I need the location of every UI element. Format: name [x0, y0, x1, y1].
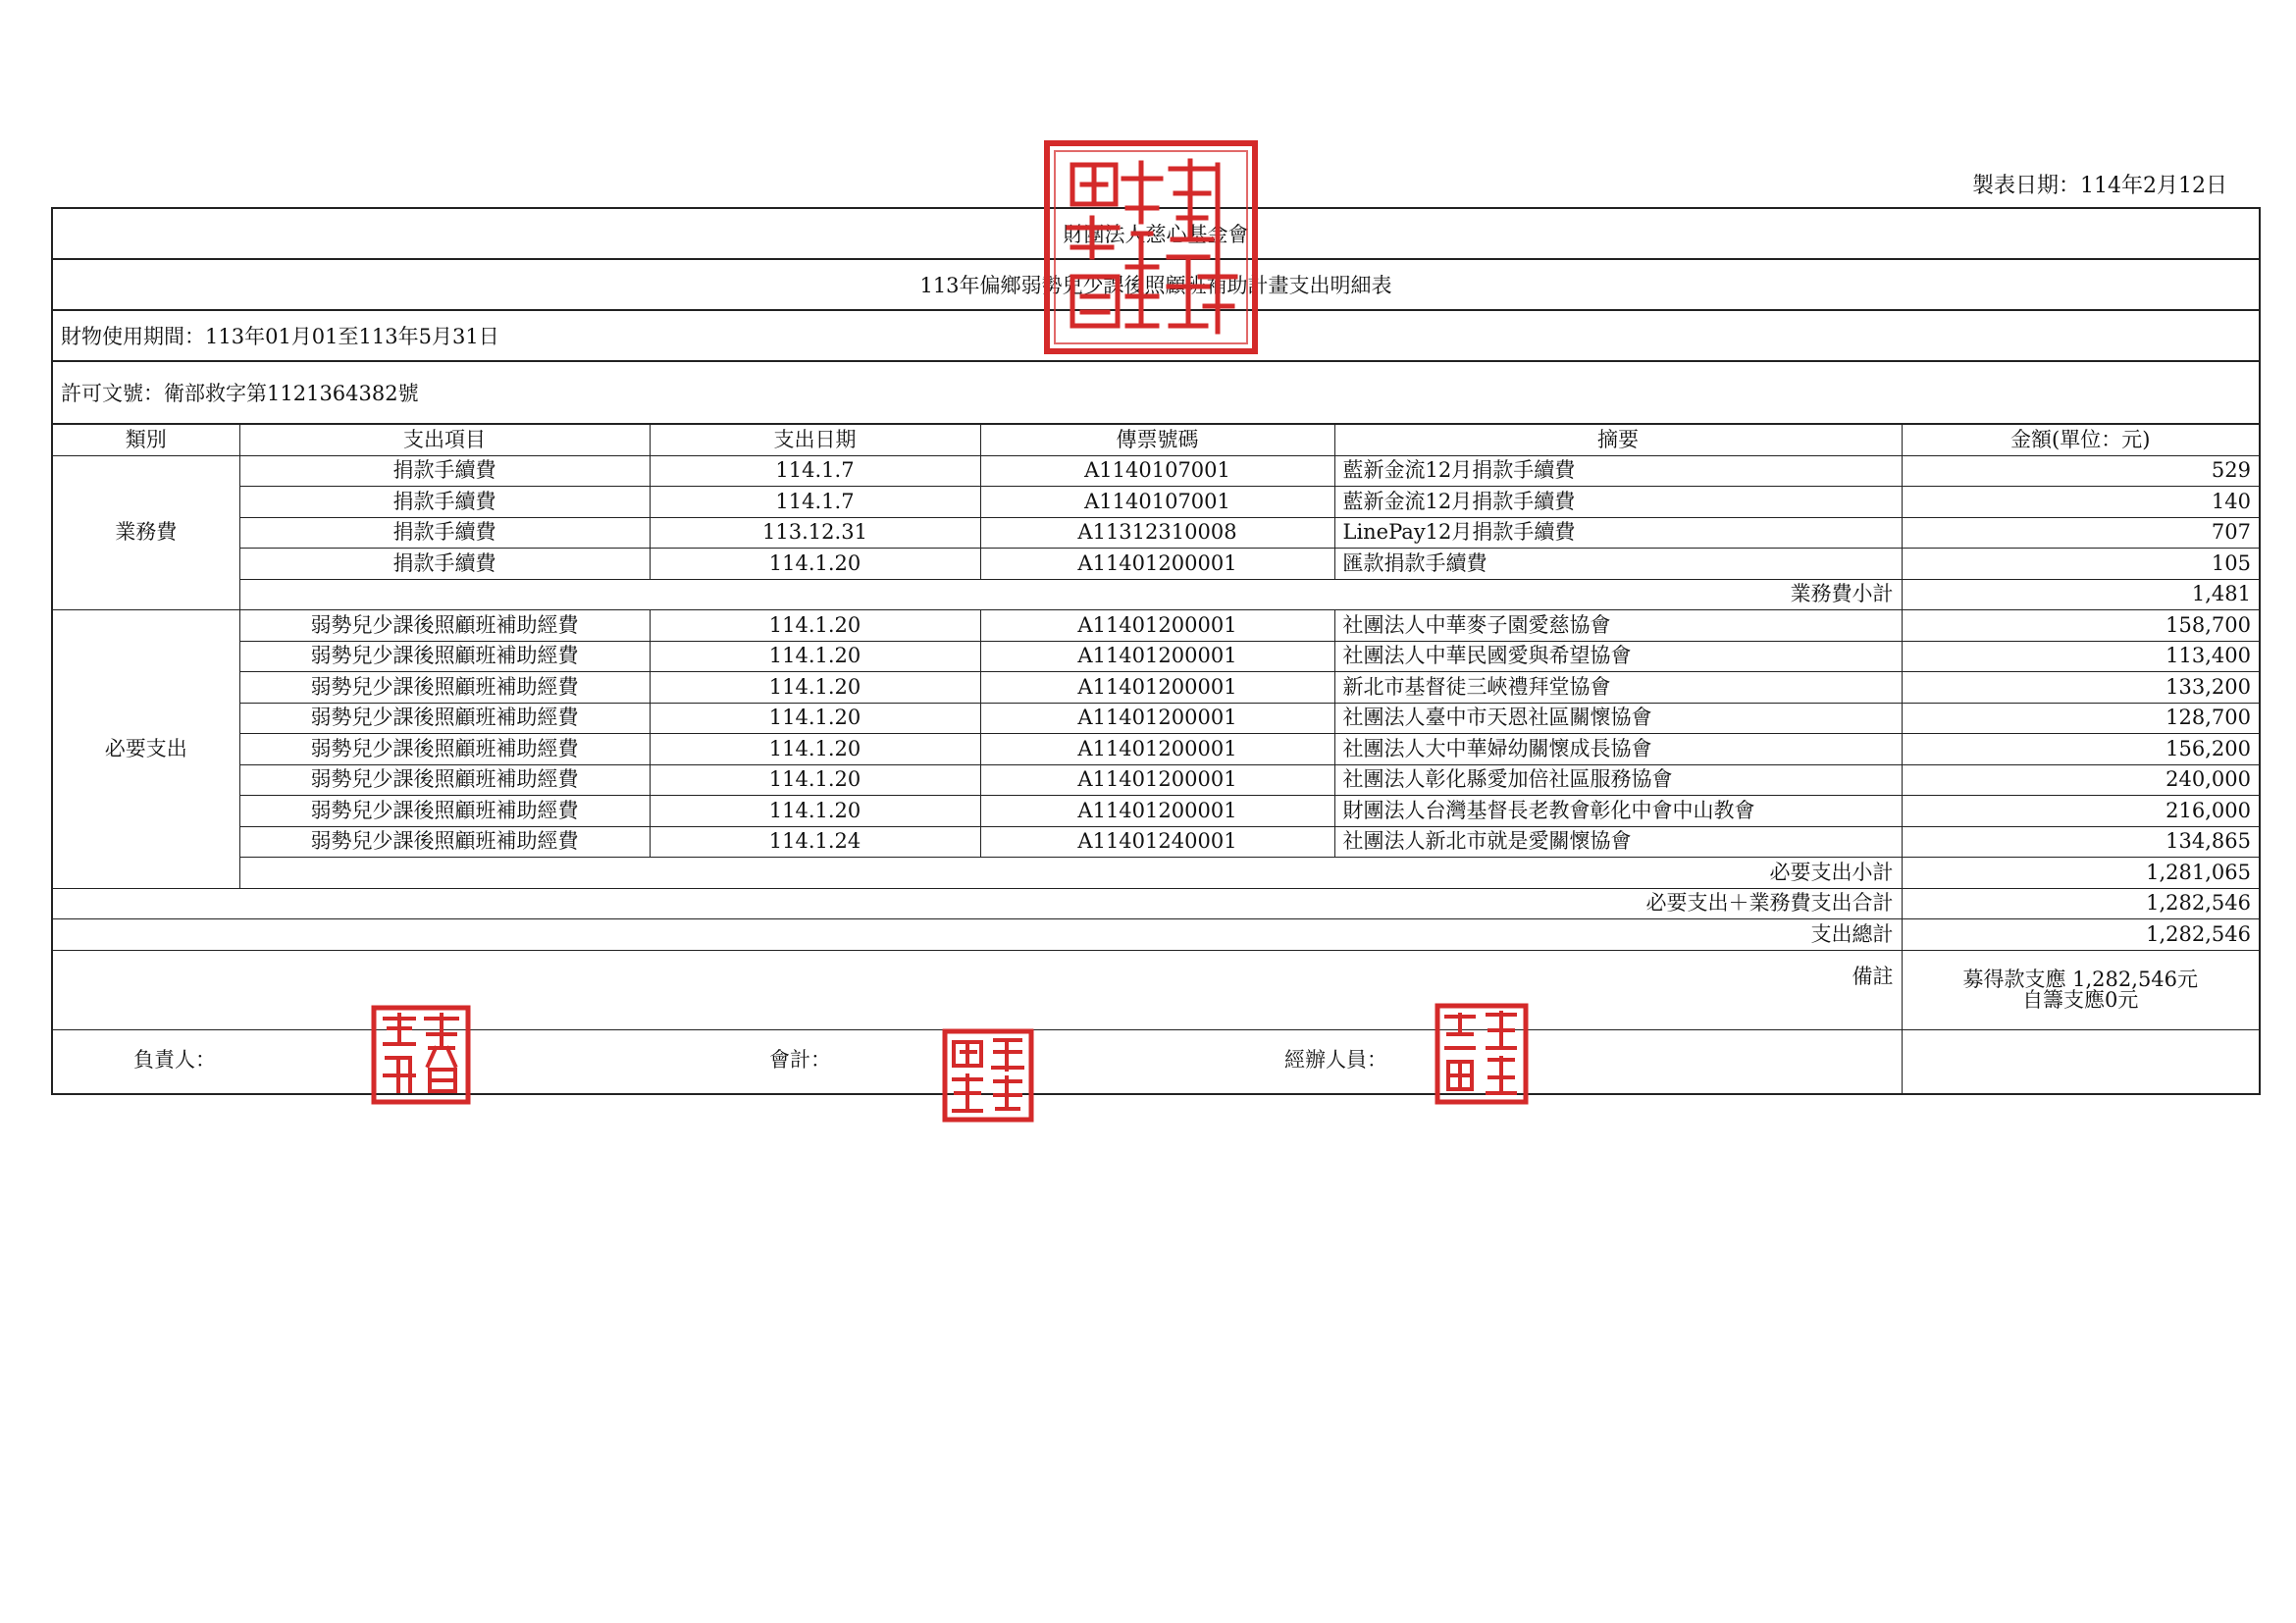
item-cell: 弱勢兒少課後照顧班補助經費 — [239, 734, 650, 765]
amount-cell: 156,200 — [1902, 734, 2259, 765]
amount-cell: 140 — [1902, 487, 2259, 518]
item-cell: 弱勢兒少課後照顧班補助經費 — [239, 672, 650, 704]
handler-seal — [1435, 1003, 1529, 1105]
item-cell: 弱勢兒少課後照顧班補助經費 — [239, 764, 650, 796]
table-row — [53, 796, 2259, 827]
item-cell: 捐款手續費 — [239, 455, 650, 487]
voucher-cell: A11401200001 — [980, 672, 1334, 704]
item-cell: 弱勢兒少課後照顧班補助經費 — [239, 826, 650, 858]
accountant-seal — [942, 1028, 1034, 1123]
summary-cell: 社團法人彰化縣愛加倍社區服務協會 — [1334, 764, 1902, 796]
signature-blank — [1902, 1029, 2259, 1093]
expense-table — [53, 425, 2259, 1093]
table-row — [53, 703, 2259, 734]
organization-name: 財團法人慈心基金會 — [53, 209, 2259, 260]
combined-total-row — [53, 888, 2259, 919]
table-row — [53, 734, 2259, 765]
item-cell: 弱勢兒少課後照顧班補助經費 — [239, 796, 650, 827]
amount-cell: 133,200 — [1902, 672, 2259, 704]
voucher-cell: A1140107001 — [980, 487, 1334, 518]
amount-cell: 105 — [1902, 549, 2259, 580]
document-title: 113年偏鄉弱勢兒少課後照顧班補助計畫支出明細表 — [53, 260, 2259, 311]
item-cell: 弱勢兒少課後照顧班補助經費 — [239, 641, 650, 672]
date-cell: 114.1.7 — [650, 487, 980, 518]
item-cell: 捐款手續費 — [239, 549, 650, 580]
date-cell: 114.1.20 — [650, 641, 980, 672]
item-cell: 弱勢兒少課後照顧班補助經費 — [239, 703, 650, 734]
amount-cell: 134,865 — [1902, 826, 2259, 858]
summary-cell: 社團法人大中華婦幼關懷成長協會 — [1334, 734, 1902, 765]
date-cell: 114.1.20 — [650, 703, 980, 734]
amount-cell: 158,700 — [1902, 610, 2259, 642]
summary-cell: 社團法人臺中市天恩社區關懷協會 — [1334, 703, 1902, 734]
column-header: 支出日期 — [650, 425, 980, 455]
accountant-label: 會計： — [769, 1047, 831, 1072]
column-header: 類別 — [53, 425, 239, 455]
date-cell: 114.1.20 — [650, 764, 980, 796]
date-cell: 114.1.20 — [650, 734, 980, 765]
amount-cell: 113,400 — [1902, 641, 2259, 672]
voucher-cell: A11401200001 — [980, 796, 1334, 827]
table-row — [53, 641, 2259, 672]
subtotal-row — [53, 858, 2259, 889]
summary-cell: 藍新金流12月捐款手續費 — [1334, 487, 1902, 518]
table-row — [53, 549, 2259, 580]
grand-total-amount: 1,282,546 — [1902, 919, 2259, 951]
table-row — [53, 764, 2259, 796]
subtotal-label: 業務費小計 — [239, 579, 1902, 610]
voucher-cell: A11401200001 — [980, 610, 1334, 642]
category-cell: 必要支出 — [53, 610, 239, 889]
table-row — [53, 517, 2259, 549]
column-header: 金額(單位：元) — [1902, 425, 2259, 455]
table-row — [53, 672, 2259, 704]
combined-total-amount: 1,282,546 — [1902, 888, 2259, 919]
voucher-cell: A11401240001 — [980, 826, 1334, 858]
organization-seal — [1043, 139, 1259, 355]
column-header: 支出項目 — [239, 425, 650, 455]
handler-label: 經辦人員： — [1284, 1047, 1387, 1072]
amount-cell: 128,700 — [1902, 703, 2259, 734]
summary-cell: 財團法人台灣基督長老教會彰化中會中山教會 — [1334, 796, 1902, 827]
summary-cell: LinePay12月捐款手續費 — [1334, 517, 1902, 549]
amount-cell: 216,000 — [1902, 796, 2259, 827]
date-cell: 114.1.20 — [650, 672, 980, 704]
remark-value — [1902, 950, 2259, 1029]
voucher-cell: A11401200001 — [980, 764, 1334, 796]
date-cell: 114.1.24 — [650, 826, 980, 858]
amount-cell: 529 — [1902, 455, 2259, 487]
subtotal-label: 必要支出小計 — [239, 858, 1902, 889]
table-row — [53, 610, 2259, 642]
voucher-cell: A11401200001 — [980, 734, 1334, 765]
date-cell: 114.1.7 — [650, 455, 980, 487]
date-cell: 114.1.20 — [650, 549, 980, 580]
table-row — [53, 826, 2259, 858]
amount-cell: 707 — [1902, 517, 2259, 549]
summary-cell: 社團法人中華麥子園愛慈協會 — [1334, 610, 1902, 642]
table-header-row — [53, 425, 2259, 455]
made-date: 製表日期：114年2月12日 — [1972, 174, 2227, 198]
grand-total-row — [53, 919, 2259, 951]
permit-number: 許可文號：衛部救字第1121364382號 — [53, 362, 2259, 425]
responsible-person-seal — [371, 1005, 471, 1105]
remark-label: 備註 — [53, 950, 1902, 1029]
subtotal-amount: 1,481 — [1902, 579, 2259, 610]
table-row — [53, 455, 2259, 487]
voucher-cell: A11401200001 — [980, 641, 1334, 672]
date-cell: 114.1.20 — [650, 796, 980, 827]
item-cell: 捐款手續費 — [239, 487, 650, 518]
amount-cell: 240,000 — [1902, 764, 2259, 796]
responsible-label: 負責人： — [133, 1047, 216, 1072]
usage-period: 財物使用期間：113年01月01至113年5月31日 — [53, 311, 2259, 362]
subtotal-amount: 1,281,065 — [1902, 858, 2259, 889]
voucher-cell: A1140107001 — [980, 455, 1334, 487]
date-cell: 113.12.31 — [650, 517, 980, 549]
summary-cell: 新北市基督徒三峽禮拜堂協會 — [1334, 672, 1902, 704]
subtotal-row — [53, 579, 2259, 610]
summary-cell: 社團法人中華民國愛與希望協會 — [1334, 641, 1902, 672]
table-row — [53, 487, 2259, 518]
column-header: 摘要 — [1334, 425, 1902, 455]
summary-cell: 藍新金流12月捐款手續費 — [1334, 455, 1902, 487]
item-cell: 捐款手續費 — [239, 517, 650, 549]
voucher-cell: A11312310008 — [980, 517, 1334, 549]
summary-cell: 匯款捐款手續費 — [1334, 549, 1902, 580]
voucher-cell: A11401200001 — [980, 703, 1334, 734]
column-header: 傳票號碼 — [980, 425, 1334, 455]
summary-cell: 社團法人新北市就是愛關懷協會 — [1334, 826, 1902, 858]
grand-total-label: 支出總計 — [53, 919, 1902, 951]
remark-line-2: 自籌支應0元 — [2022, 987, 2139, 1012]
item-cell: 弱勢兒少課後照顧班補助經費 — [239, 610, 650, 642]
remark-line-1: 募得款支應 1,282,546元 — [1962, 967, 2199, 991]
category-cell: 業務費 — [53, 455, 239, 610]
combined-total-label: 必要支出＋業務費支出合計 — [53, 888, 1902, 919]
voucher-cell: A11401200001 — [980, 549, 1334, 580]
date-cell: 114.1.20 — [650, 610, 980, 642]
